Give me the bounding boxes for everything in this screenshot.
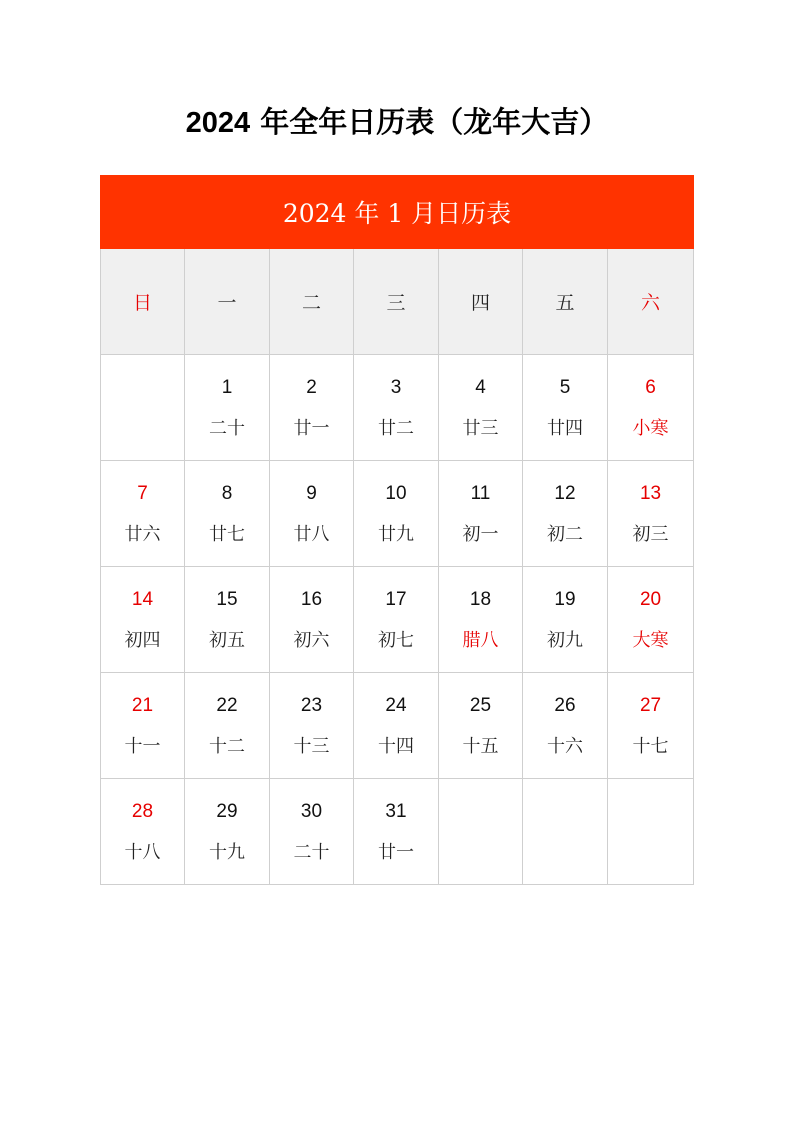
day-number: 24	[385, 695, 407, 716]
day-cell	[439, 779, 523, 885]
day-cell	[523, 779, 608, 885]
lunar-date: 十六	[547, 736, 583, 757]
document-title	[0, 100, 794, 145]
day-cell	[354, 355, 439, 461]
day-cell	[523, 355, 608, 461]
week-row	[101, 355, 694, 461]
month-title: 2024 年 1 月日历表	[101, 176, 694, 249]
day-number: 2	[306, 377, 317, 398]
lunar-date: 廿八	[293, 524, 330, 545]
day-cell	[523, 461, 608, 567]
day-number: 14	[131, 589, 154, 610]
day-number: 26	[554, 695, 576, 716]
lunar-date: 十八	[124, 842, 161, 863]
day-cell	[608, 461, 694, 567]
day-cell	[439, 461, 523, 567]
day-cell	[608, 567, 694, 673]
day-number: 5	[559, 377, 571, 398]
lunar-date: 二十	[293, 842, 330, 863]
lunar-date: 初九	[547, 630, 583, 651]
weekday-wed: 三	[354, 249, 439, 355]
weekday-sat: 六	[608, 249, 694, 355]
lunar-date: 廿三	[462, 418, 499, 439]
calendar-body	[101, 355, 694, 885]
day-number: 31	[385, 801, 407, 822]
day-cell	[185, 779, 270, 885]
day-cell	[354, 673, 439, 779]
week-row	[101, 567, 694, 673]
day-number: 8	[221, 483, 233, 504]
day-cell	[439, 355, 523, 461]
day-number: 21	[131, 695, 154, 716]
lunar-date: 廿一	[378, 842, 414, 863]
day-number: 18	[469, 589, 492, 610]
lunar-date: 小寒	[632, 418, 669, 439]
day-cell	[270, 567, 354, 673]
day-cell	[439, 567, 523, 673]
day-cell	[101, 355, 185, 461]
weekday-mon: 一	[185, 249, 270, 355]
calendar-table	[100, 175, 694, 885]
weekday-thu: 四	[439, 249, 523, 355]
day-cell	[608, 779, 694, 885]
title-text: 年全年日历表（龙年大吉）	[260, 105, 609, 139]
lunar-date: 初六	[293, 630, 330, 651]
day-number: 11	[470, 483, 491, 504]
day-number: 12	[554, 483, 576, 504]
day-number: 25	[469, 695, 492, 716]
lunar-date: 廿六	[124, 524, 161, 545]
day-number: 4	[475, 377, 486, 398]
day-number: 23	[300, 695, 323, 716]
weekday-row	[101, 249, 694, 355]
week-row	[101, 673, 694, 779]
day-cell	[523, 673, 608, 779]
lunar-date: 廿一	[293, 418, 330, 439]
day-number: 1	[221, 377, 233, 398]
day-number: 9	[306, 483, 317, 504]
weekday-sun: 日	[101, 249, 185, 355]
day-number: 22	[216, 695, 238, 716]
week-row	[101, 461, 694, 567]
day-number: 3	[390, 377, 402, 398]
lunar-date: 初一	[462, 524, 499, 545]
day-cell	[101, 673, 185, 779]
lunar-date: 十四	[378, 736, 414, 757]
day-cell	[608, 355, 694, 461]
day-number: 10	[385, 483, 407, 504]
day-number: 15	[216, 589, 238, 610]
lunar-date: 廿二	[378, 418, 414, 439]
lunar-date: 十五	[462, 736, 499, 757]
day-number: 27	[639, 695, 662, 716]
week-row	[101, 779, 694, 885]
day-cell	[101, 567, 185, 673]
lunar-date: 十七	[632, 736, 669, 757]
day-cell	[270, 673, 354, 779]
day-cell	[354, 779, 439, 885]
lunar-date: 初四	[124, 630, 161, 651]
lunar-date: 廿九	[378, 524, 414, 545]
day-cell	[270, 461, 354, 567]
lunar-date: 十二	[209, 736, 245, 757]
weekday-tue: 二	[270, 249, 354, 355]
day-number: 19	[554, 589, 576, 610]
month-header-row	[101, 176, 694, 249]
day-number: 28	[131, 801, 154, 822]
lunar-date: 二十	[209, 418, 245, 439]
day-cell	[354, 567, 439, 673]
day-number: 29	[216, 801, 238, 822]
day-cell	[185, 461, 270, 567]
lunar-date: 十一	[124, 736, 161, 757]
day-cell	[101, 461, 185, 567]
lunar-date: 廿四	[547, 418, 583, 439]
lunar-date: 十九	[209, 842, 245, 863]
lunar-date: 初二	[547, 524, 583, 545]
day-cell	[101, 779, 185, 885]
weekday-fri: 五	[523, 249, 608, 355]
day-cell	[523, 567, 608, 673]
lunar-date: 初三	[632, 524, 669, 545]
day-cell	[439, 673, 523, 779]
lunar-date: 大寒	[632, 630, 669, 651]
day-cell	[608, 673, 694, 779]
lunar-date: 十三	[293, 736, 330, 757]
day-cell	[270, 779, 354, 885]
day-cell	[185, 673, 270, 779]
title-year: 2024	[185, 107, 251, 139]
day-cell	[185, 355, 270, 461]
day-cell	[270, 355, 354, 461]
day-number: 6	[645, 377, 656, 398]
lunar-date: 初七	[378, 630, 414, 651]
day-number: 30	[300, 801, 323, 822]
lunar-date: 初五	[209, 630, 245, 651]
day-number: 17	[385, 589, 407, 610]
day-number: 13	[639, 483, 662, 504]
day-number: 7	[137, 483, 148, 504]
lunar-date: 廿七	[209, 524, 245, 545]
day-number: 16	[300, 589, 323, 610]
day-cell	[354, 461, 439, 567]
day-cell	[185, 567, 270, 673]
lunar-date: 腊八	[462, 630, 499, 651]
day-number: 20	[639, 589, 662, 610]
